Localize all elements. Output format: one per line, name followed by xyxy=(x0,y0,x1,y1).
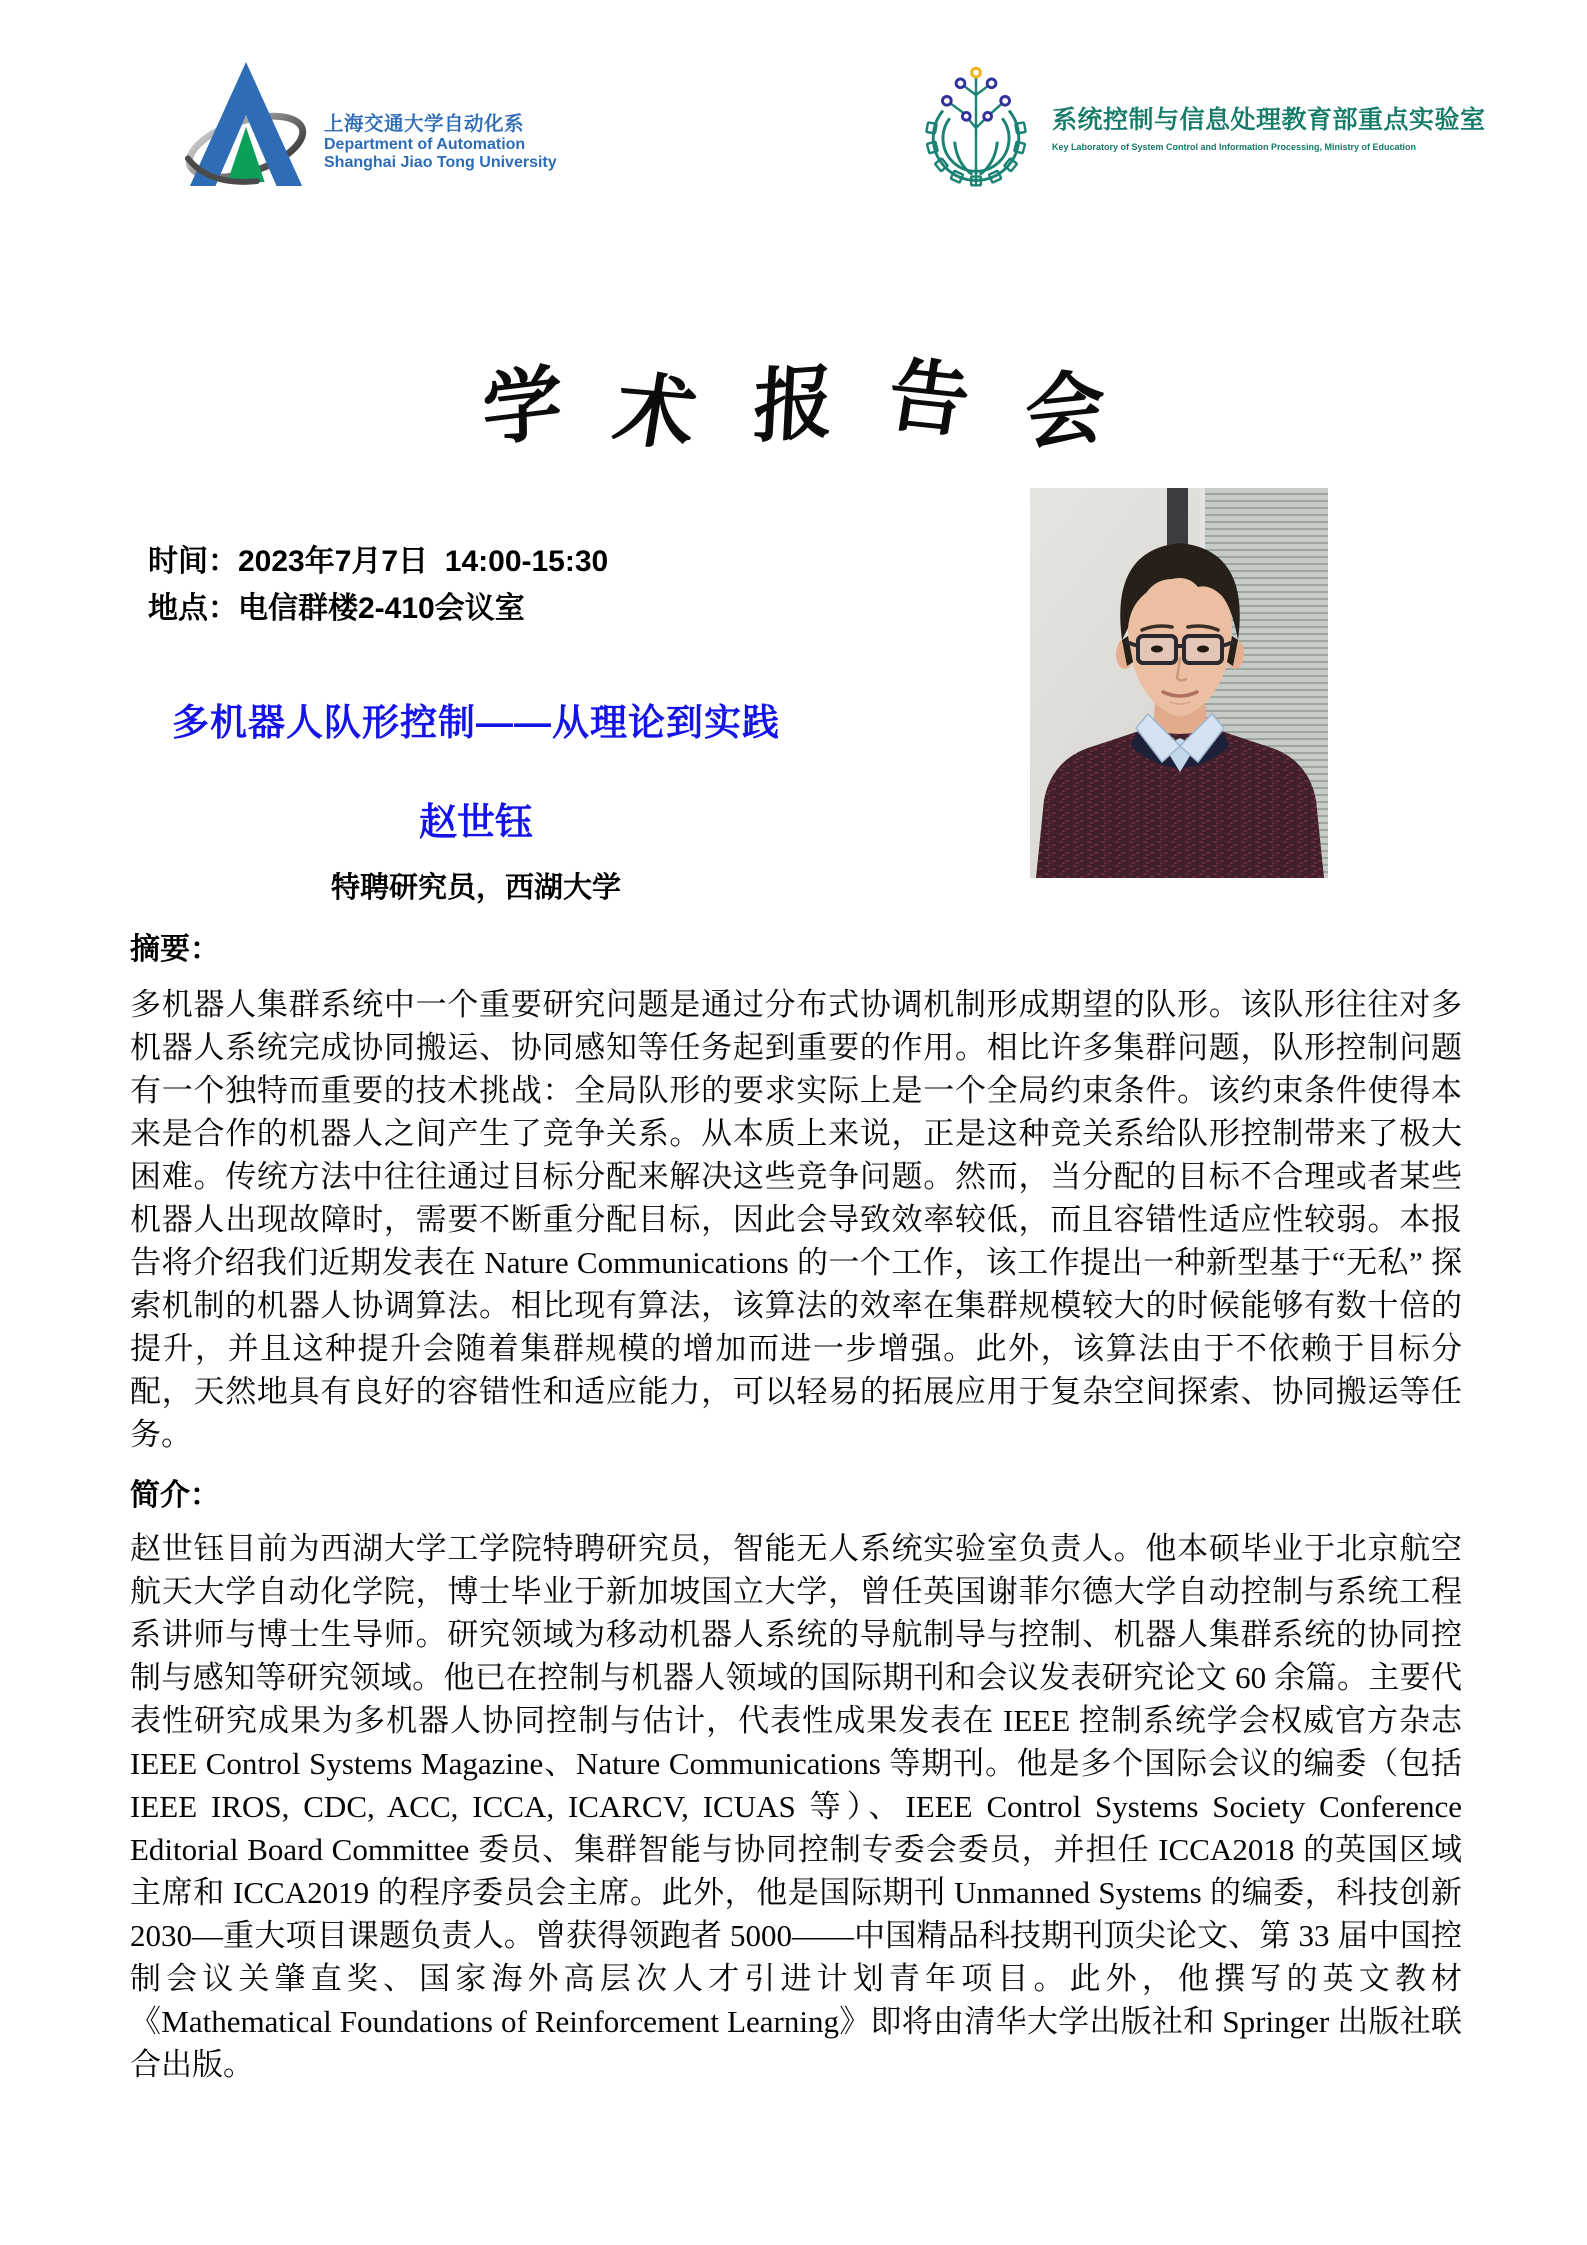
place-line xyxy=(148,585,608,632)
talk-block xyxy=(130,692,822,906)
bio-heading: 简介： xyxy=(130,1479,220,1512)
keylab-en-subtitle: Key Laboratory of System Control and Information Processing, Ministry of Education xyxy=(1052,142,1417,152)
time-value: 2023年7月7日 14:00-15:30 xyxy=(238,545,609,578)
abstract-heading: 摘要： xyxy=(130,933,220,966)
sjtu-cn-title: 上海交通大学自动化系 xyxy=(324,113,525,135)
callig-char: 告 xyxy=(881,347,977,449)
speaker-affiliation: 特聘研究员，西湖大学 xyxy=(330,872,621,904)
time-label: 时间： xyxy=(148,545,238,578)
sjtu-en-line2: Shanghai Jiao Tong University xyxy=(324,153,557,171)
sjtu-a-mark-icon xyxy=(182,56,310,194)
speaker-photo xyxy=(1030,488,1328,878)
callig-char: 会 xyxy=(1025,358,1105,462)
sjtu-automation-logo xyxy=(182,56,557,194)
callig-char: 学 xyxy=(481,353,563,459)
keylab-cn-title: 系统控制与信息处理教育部重点实验室 xyxy=(1052,106,1486,134)
callig-char: 术 xyxy=(607,361,703,462)
abstract-body: 多机器人集群系统中一个重要研究问题是通过分布式协调机制形成期望的队形。该队形往往对多机器人系统完成协同搬运、协同感知等任务起到重要的作用。相比许多集群问题，队形控制问题有一个独特而重要的技术挑战：全局队形的要求实际上是一个全局约束条件。该约束条件使得本来是合作的机器人之间产生了竞争关系。从本质上来说，正是这种竞关系给队形控制带来了极大困难。传统方法中往往通过目标分配来解决这些竞争问题。然而，当分配的目标不合理或者某些机器人出现故障时，需要不断重分配目标，因此会导致效率较低，而且容错性适应性较弱。本报告将介绍我们近期发表在 Nature Communications 的一个工作，该工作提出一种新型基于“无私” 探索机制的机器人协调算法。相比现有算法，该算法的效率在集群规模较大的时候能够有数十倍的提升，并且这种提升会随着集群规模的增加而进一步增强。此外，该算法由于不依赖于目标分配，天然地具有良好的容错性和适应能力，可以轻易的拓展应用于复杂空间探索、协同搬运等任务。 xyxy=(130,987,1462,1452)
callig-char: 报 xyxy=(750,353,836,455)
place-value: 电信群楼2-410会议室 xyxy=(238,592,525,625)
place-label: 地点： xyxy=(148,592,238,625)
bio-body: 赵世钰目前为西湖大学工学院特聘研究员，智能无人系统实验室负责人。他本硕毕业于北京航空航天大学自动化学院，博士毕业于新加坡国立大学，曾任英国谢菲尔德大学自动控制与系统工程系讲师与博士生导师。研究领域为移动机器人系统的导航制导与控制、机器人集群系统的协同控制与感知等研究领域。他已在控制与机器人领域的国际期刊和会议发表研究论文 60 余篇。主要代表性研究成果为多机器人协同控制与估计，代表性成果发表在 IEEE 控制系统学会权威官方杂志 IEEE Control Systems Magazine、Nature Communications 等期刊。他是多个国际会议的编委（包括 IEEE IROS, CDC, ACC, ICCA, ICARCV, ICUAS 等）、IEEE Control Systems Society Conference Editorial Board Committee 委员、集群智能与协同控制专委会委员，并担任 ICCA2018 的英国区域主席和 ICCA2019 的程序委员会主席。此外，他是国际期刊 Unmanned Systems 的编委，科技创新 2030—重大项目课题负责人。曾获得领跑者 5000——中国精品科技期刊顶尖论文、第 33 届中国控制会议关肇直奖、国家海外高层次人才引进计划青年项目。此外，他撰写的英文教材《Mathematical Foundations of Reinforcement Learning》即将由清华大学出版社和 Springer 出版社联合出版。 xyxy=(130,1531,1462,2082)
keylab-gear-circuit-icon xyxy=(916,60,1036,196)
speaker-name: 赵世钰 xyxy=(418,802,533,844)
talk-title: 多机器人队形控制——从理论到实践 xyxy=(172,702,780,743)
sjtu-en-line1: Department of Automation xyxy=(324,135,526,153)
time-line xyxy=(148,538,608,585)
event-calligraphy-title xyxy=(0,338,1587,462)
event-info-block xyxy=(148,538,608,632)
keylab-logo xyxy=(916,60,1486,196)
